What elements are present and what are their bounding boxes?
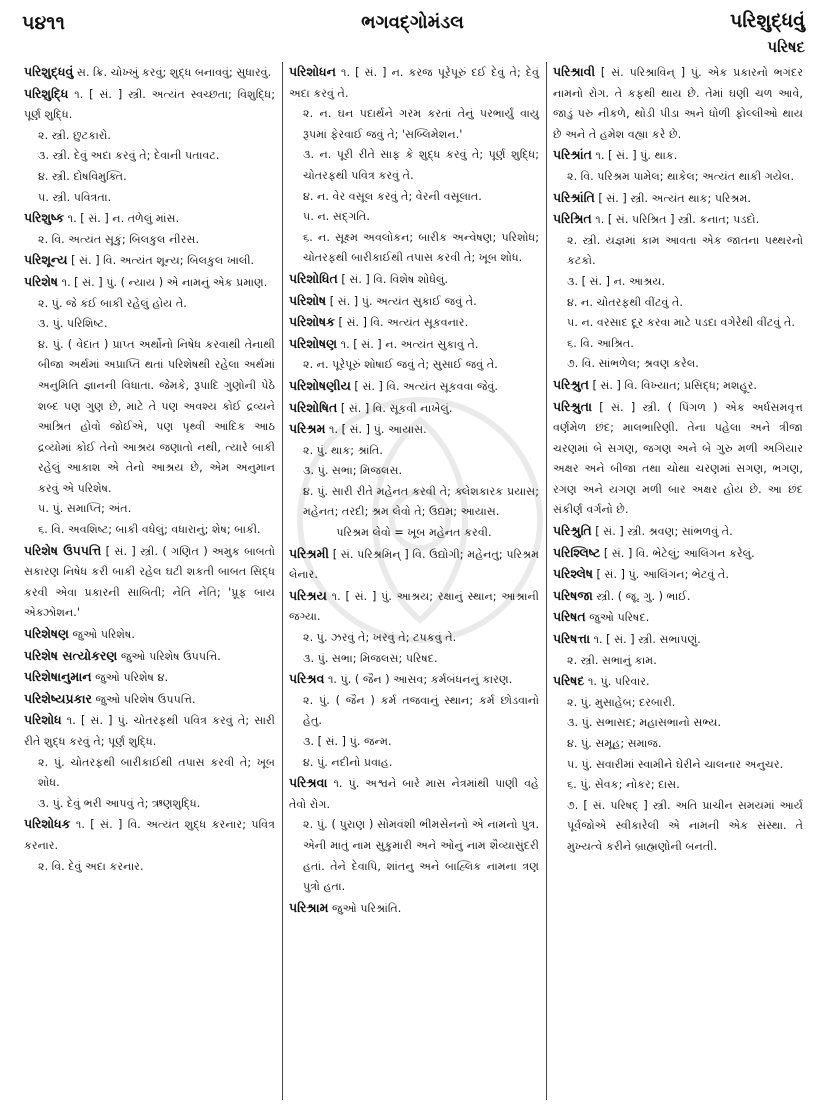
headword: પરિશોધક [24,816,71,832]
headword: પરિશ્રાંત [553,147,592,163]
definition-text: ૧. [ સં. ] પું. થાક. [591,149,678,163]
definition-text: ૧. [ સં. ] પું. ( ન્યાય ) એ નામનું એક પ્રમાણ. [58,275,268,289]
column-middle [282,62,546,1100]
sub-definition: ૫. પું. સમાપ્તિ; અંત. [38,502,132,516]
headword: પરિશ્લેષ [553,566,593,582]
definition-text: સ્ત્રી. ( જૂ. ગુ. ) ભાઈ. [592,589,691,603]
sub-definition: ૨. સ્ત્રી. યજ્ઞમાં કામ આવતા એક જાતના પથ્થરનો કટકો. [567,233,803,268]
headword: પરિશેષ [24,273,59,289]
definition-text: જુઓ પરિષદ. [585,611,650,625]
dictionary-entry [24,208,275,230]
definition-text: [ સં. ] વિ. વિખ્યાત; પ્રસિદ્ધ; મશહૂર. [588,378,757,392]
dictionary-entry [24,62,275,84]
headword: પરિશોધન [289,64,336,79]
headword: પરિશ્રુત [553,376,589,392]
sub-definition: ૪. પું. ( વેદાંત ) પ્રાપ્ત અર્થોનો નિષેધ કરવાથી તેનાથી બીજા અર્થમાં અપ્રાપ્તિ થતાં પરિશેષથી રહેલા અર્થમાં અનુમિતિ જ્ઞાનની વિધાતા. જેમકે, રૂપાદિ ગુણોની પેઠે શબ્દ પણ ગુણ છે, માટે તે પણ અવશ્ય કોઈ દ્રવ્યને આશ્રિત હોવો જોઈએ, પણ પૃથ્વી આદિક આઠ દ્રવ્યોમાં કોઈ તેનો આશ્રય જણાતો નથી, ત્યારે બાકી રહેલું આકાશ એ તેનો આશ્રય છે, એમ અનુમાન કરવું એ પરિશેષ. [38,337,275,495]
headword: પરિશ્રવ [289,671,325,687]
sub-definition: ૨. પું. ( પુરાણ ) સોમવંશી ભીમસેનનો એ નામનો પુત્ર. એની માતું નામ સુકુમારી અને ઓનું નામ શૈવ્યાસુંદરી હતાં. તેને દેવાપિ, શાંતનુ અને બાહ્લિક નામના ત્રણ પુત્રો હતા. [303,818,539,894]
dictionary-entry [24,667,275,689]
definition-text: ૧. [ સં. ] સ્ત્રી. અત્યંત સ્વચ્છતા; વિશુદ્ધિ; પૂર્ણ શુદ્ધિ. [24,87,275,122]
dictionary-entry [553,629,803,651]
dictionary-entry [289,334,539,356]
sub-definition: ૨. પું. મુસાહેબ; દરબારી. [567,695,676,709]
dictionary-entry [553,543,803,565]
definition-text: જુઓ પરિશેષ. [68,628,135,642]
dictionary-entry [24,541,275,624]
definition-text: [ સં. ] વિ. ભેટેલું; આલિંગન કરેલું. [600,546,755,560]
sub-definition: ૫. સ્ત્રી. પવિત્રતા. [38,190,112,204]
sub-definition: ૩. પું. સભા; મિજલસ; પરિષદ. [303,651,438,665]
sub-definition: ૨. પું. જે કંઈ બાકી રહેલું હોય તે. [38,296,187,310]
dictionary-entry [289,898,539,920]
sub-definition: ૨. વિ. દેવું અદા કરનાર. [38,859,144,873]
headword: પરિશુદ્ધિ [24,85,69,101]
headword: પરિશોષિત [289,399,338,415]
headword: પરિશ્રુતિ [553,523,592,539]
definition-text: [ સં. ] સ્ત્રી. અત્યંત થાક; પરિશ્રમ. [594,191,751,205]
sub-definition: ૨. ન. પૂરેપૂરું શોષાઈ જવું તે; સુસાઈ જવું તે. [303,358,498,372]
headword: પરિશ્રવા [289,775,328,791]
dictionary-entry [553,145,803,167]
definition-text: ૧. [ સં. ] ન. કરજ પૂરેપૂરું દઈ દેવું તે; દેવું અદા કરવું તે. [289,66,539,100]
sub-definition: ૪. પું. નદીનો પ્રવાહ. [303,755,393,769]
guide-word-first: પરિશુદ્ધવું [730,10,805,32]
headword: પરિશેષણ [24,626,69,642]
dictionary-entry [24,624,275,646]
dictionary-columns [18,62,810,1100]
dictionary-entry [289,544,539,586]
sub-definition: ૨. વિ. અત્યંત સૂકું; બિલકુલ નીરસ. [38,232,200,246]
sub-definition: ૪. પું. સમૂહ; સમાજ. [567,737,662,750]
sub-definition: ૫. પું. સવારીમાં સ્વામીને ઘેરીને ચાલનાર અનુચર. [567,757,784,771]
headword: પરિશોષણ [289,335,338,351]
headword: પરિશ્રમ [289,421,326,437]
sub-definition: ૩. સ્ત્રી. દેવું અદા કરવું તે; દેવાની પતાવટ. [38,149,220,163]
definition-text: જુઓ પરિશેષ ઉપપત્તિ. [92,692,196,706]
definition-text: [ સં. ] વિ. સૂકવી નાખેલું. [337,401,453,415]
dictionary-entry [289,669,539,691]
definition-text: [ સં. ] વિ. વિશેષ શોધેલું. [337,272,449,286]
headword: પરિષત [553,609,586,625]
guide-word-last: પરિષદ [767,38,805,56]
headword: પરિશુદ્ધવું [24,64,74,79]
definition-text: [ સં. ] પું. આલિંગન; ભેટવું તે. [592,568,729,582]
headword: પરિશ્રુતા [553,398,592,414]
dictionary-entry [24,710,275,752]
dictionary-entry [553,397,803,522]
definition-text: [ સં. ] પું. અત્યંત સુકાઈ જવું તે. [326,294,477,308]
headword: પરિશેષ ઉપપત્તિ [24,542,102,558]
dictionary-entry [24,250,275,272]
headword: પરિશેષ્યપ્રકાર [24,690,92,706]
definition-text: જુઓ પરિશેષ ૪. [91,671,169,685]
dictionary-entry [24,84,275,126]
sub-definition: ૭. [ સં. પરિષદ્ ] સ્ત્રી. અતિ પ્રાચીન સમયમાં આર્ય પૂર્વજોએ સ્વીકારેલી એ નામની એક સંસ્થા. તે મુખ્યત્વે કરીને બ્રાહ્મણોની બનતી. [567,798,803,853]
sub-definition: ૩. પું. દેવું ભરી આપવું તે; ઋણશુદ્ધિ. [38,796,201,810]
headword: પરિશ્રાવી [553,64,596,79]
definition-text: ૧. પું. પરિવાર. [584,675,650,689]
headword: પરિશોષણીય [289,377,351,393]
headword: પરિશોધ [24,712,62,728]
definition-text: ૧. [ સં. ] પું. ચોતરફથી પવિત્ર કરવું તે; સારી રીતે શુદ્ધ કરવું તે; પૂર્ણ શુદ્ધિ. [24,714,275,748]
dictionary-entry [289,269,539,291]
sub-definition: ૬. ન. સૂક્ષ્મ અવલોકન; બારીક અન્વેષણ; પરિશોધ; ચોતરફથી બારીકાઈથી તપાસ કરવી તે; ખૂબ શોધ. [303,230,539,265]
sub-definition: ૪. ન. ચોતરફથી વીંટવું તે. [567,295,683,309]
dictionary-entry [289,398,539,420]
dictionary-entry [553,209,803,231]
book-title: ભગવદ્ગોમંડલ [361,12,464,33]
definition-text: ૧. [ સં. ] પું. આયાસ. [325,423,427,437]
sub-definition: ૩. [ સં. ] પું. જન્મ. [303,735,392,748]
sub-definition: ૬. પું. સેવક; નોકર; દાસ. [567,778,680,792]
definition-text: [ સં. ] વિ. અત્યંત સૂકવનાર. [334,316,469,330]
sub-definition: ૨. ન. ઘન પદાર્થને ગરમ કરતાં તેનું પરભાર્યું વાયુ રૂપમાં ફેરવાઈ જવું તે; 'સબ્લિમેશન.' [303,107,539,141]
headword: પરિષત્તા [553,631,591,647]
dictionary-entry [553,607,803,629]
sub-definition: ૨. પું. ( જૈન ) કર્મ તજવાનું સ્થાન; કર્મ છોડવાનો હેતુ. [303,693,539,728]
headword: પરિશોષ [289,292,327,308]
dictionary-entry [553,375,803,397]
column-right [546,62,810,1100]
dictionary-entry [289,419,539,441]
dictionary-entry [289,62,539,104]
sub-definition: ૩. [ સં. ] ન. આશ્રય. [567,274,666,288]
headword: પરિશ્રય [289,587,327,603]
headword: પરિશ્રાંતિ [553,189,595,205]
sub-definition: ૩. પું. પરિશિષ્ટ. [38,317,108,331]
headword: પરિશૂન્ય [24,252,68,268]
headword: પરિશ્રમી [289,545,329,561]
headword: પરિશેષાનુમાન [24,669,92,685]
definition-text: [ સં. ] સ્ત્રી. ( ગણિત ) અમુક બાબતો સકારણ નિષેધ કરી બાકી રહેલ ઘટી શકતી બાબત સિદ્ધ કરવી એવા પ્રકારની સાબિતી; નેતિ નેતિ; 'પ્રૂફ બાય એક્ઝોશન.' [24,544,275,620]
sub-definition: ૩. પું. સભા; મિજલસ. [303,464,403,478]
dictionary-entry [553,564,803,586]
sub-definition: ૫. ન. વરસાદ દૂર કરવા માટે પડદા વગેરેથી વીંટવું તે. [567,316,795,330]
definition-text: ૧. [ સં. ] સ્ત્રી. સભાપણું. [590,633,701,647]
idiom-line: પરિશ્રમ લેવો = ખૂબ મહેનત કરવી. [336,526,492,540]
headword: પરિશ્રામ [289,899,329,915]
definition-text: ૧. [ સં. ] ન. તળેલું માંસ. [64,212,180,226]
sub-definition: ૪. પું. સારી રીતે મહેનત કરવી તે; ક્લેશકારક પ્રયાસ; મહેનત; તરદી; શ્રમ લેવો તે; ઉદ્યમ; આયાસ. [303,484,539,519]
headword: પરિશ્લિષ્ટ [553,544,601,560]
headword: પરિષદ [553,673,585,689]
dictionary-entry [553,62,803,145]
headword: પરિશોધિત [289,270,338,286]
sub-definition: ૨. પું. થાક; શ્રાંતિ. [303,443,383,457]
sub-definition: ૨. સ્ત્રી. છુટકારો. [38,128,111,142]
sub-definition: ૪. સ્ત્રી. દોષવિમુક્તિ. [38,169,127,183]
sub-definition: ૭. વિ. સાંભળેલ; શ્રવણ કરેલ. [567,357,699,371]
definition-text: [ સં. ] વિ. અત્યંત શૂન્ય; બિલકુલ ખાલી. [67,254,255,268]
dictionary-entry [553,671,803,693]
page-header [0,0,825,62]
headword: પરિશુષ્ક [24,210,65,226]
sub-definition: ૨. સ્ત્રી. સભાનું કામ. [567,653,657,667]
dictionary-entry [289,773,539,815]
sub-definition: ૨. વિ. પરિશ્રમ પામેલ; થાકેલ; અત્યંત થાકી ગયેલ. [567,169,795,183]
headword: પરિષજા [553,587,593,603]
dictionary-entry [289,312,539,334]
definition-text: ૧. [ સં. ] ન. અત્યંત સુકાવું તે. [337,337,479,351]
sub-definition: ૨. પું. ઝરવું તે; ખરવું તે; ટપકવું તે. [303,631,457,645]
dictionary-entry [553,188,803,210]
definition-text: [ સં. પરિશ્રાવિન્ ] પું. એક પ્રકારનો ભગંદર નામનો રોગ. તે કફથી થાય છે. તેમાં ઘણી ચળ આવે, જાડું પરુ નીકળે, થોડી પીડા અને ધોળી ફોલ્લીઓ થાય છે અને તે હમેશ વહ્યા કરે છે. [553,66,803,141]
sub-definition: ૩. ન. પૂરી રીતે સાફ કે શુદ્ધ કરવું તે; પૂર્ણ શુદ્ધિ; ચોતરફથી પવિત્ર કરવું તે. [303,148,539,182]
definition-text: [ સં. પરિશ્રમિન્ ] વિ. ઉદ્યોગી; મહેનતુ; પરિશ્રમ લેનાર. [289,547,539,582]
dictionary-entry [24,814,275,856]
dictionary-entry [24,646,275,668]
sub-definition: ૫. ન. સદ્ગતિ. [303,210,370,224]
dictionary-entry [289,376,539,398]
dictionary-entry [289,586,539,628]
dictionary-entry [24,272,275,294]
definition-text: ૧. [ સં. પરિશ્રિત ] સ્ત્રી. કનાત; પડદો. [591,213,760,227]
definition-text: [ સં. ] વિ. અત્યંત સૂકવવા જેવું. [350,379,498,393]
definition-text: સ. ક્રિ. ચોખ્ખું કરવું; શુદ્ધ બનાવવું; સુધારવું. [73,66,272,79]
definition-text: જુઓ પરિશ્રાંતિ. [328,901,402,915]
sub-definition: ૨. પું. ચોતરફથી બારીકાઈથી તપાસ કરવી તે; ખૂબ શોધ. [38,755,275,790]
dictionary-entry [289,291,539,313]
definition-text: ૧. [ સં. ] વિ. અત્યંત શુદ્ધ કરનાર; પવિત્ર કરનાર. [24,818,275,852]
sub-definition: ૪. ન. વેર વસૂલ કરવું તે; વેરની વસૂલાત. [303,189,482,203]
sub-definition: ૩. પું. સભાસદ; મહાસભાનો સભ્ય. [567,716,722,730]
definition-text: ૧. પું. ( જૈન ) આસવ; કર્મબંધનનું કારણ. [324,673,513,687]
dictionary-entry [553,521,803,543]
definition-text: ૧. પું. અશ્વને બારે માસ નેત્રમાંથી પાણી વહે તેવો રોગ. [289,777,539,811]
dictionary-entry [24,689,275,711]
column-left [18,62,282,1100]
definition-text: જુઓ પરિશેષ ઉપપત્તિ. [117,649,221,663]
dictionary-entry [553,586,803,608]
sub-definition: ૬. વિ. આશ્રિત. [567,336,634,350]
headword: પરિશ્રિત [553,211,592,227]
definition-text: [ સં. ] સ્ત્રી. ( પિંગળ ) એક અર્ધસમવૃત્ત વર્ણમેળ છંદ; માલભારિણી. તેના પહેલા અને ત્રીજા ચરણમાં બે સગણ, જગણ અને બે ગુરુ મળી અગિયાર અક્ષર અને બીજા તથા ચોથા ચરણમાં સગણ, ભગણ, રગણ અને યગણ મળી બાર અક્ષર હોય છે. આ છંદ સંકીર્ણ વર્ગનો છે. [553,400,803,517]
definition-text: ૧. [ સં. ] પું. આશ્રય; રક્ષાનું સ્થાન; આશ્રાની જગ્યા. [289,589,539,624]
headword: પરિશોષક [289,314,335,330]
definition-text: [ સં. ] સ્ત્રી. શ્રવણ; સાંભળવું તે. [591,525,733,539]
sub-definition: ૬. વિ. અવશિષ્ટ; બાકી વધેલું; વધારાનું; શેષ; બાકી. [38,523,261,537]
headword: પરિશેષ સત્યોકરણ [24,647,118,663]
page-number: ૫૪૧૧ [22,12,65,34]
